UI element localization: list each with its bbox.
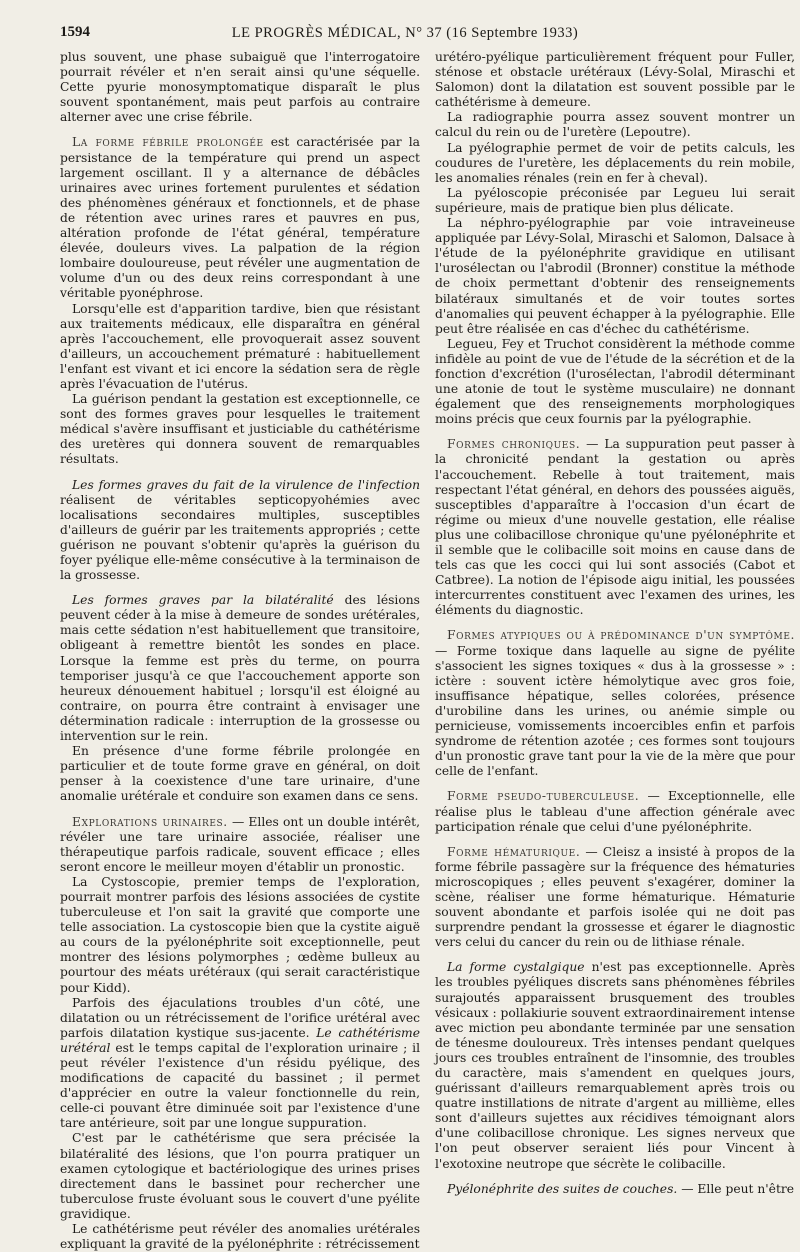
paragraph: En présence d'une forme fébrile prolongée en particulier et de toute forme grave en général, on doit penser à la coexistence d'une tare urinaire, d'une anomalie urétérale et conduire son examen dans ce sens. bbox=[60, 744, 420, 804]
paragraph: Formes atypiques ou à prédominance d'un symptôme. — Forme toxique dans laquelle au signe de pyélite s'associent les signes toxiques « dus à la grossesse » : ictère : souvent ictère hémolytique avec gros foie, insuffisance hépatique, selles colorées, présence d'urobiline dans les urines, ou anémie simple ou pernicieuse, vomissements incoercibles enfin et parfois syndrome de rétention azotée ; ces formes sont toujours d'un pronostic grave tant pour la vie de la mère que pour celle de l'enfant. bbox=[435, 628, 795, 779]
paragraph: Formes chroniques. — La suppuration peut passer à la chronicité pendant la gestation ou après l'accouchement. Rebelle à tout traitement, mais respectant l'état général, en dehors des poussées aiguës, susceptibles d'apparaître à l'occasion d'un écart de régime ou mieux d'une nouvelle gestation, elle réalise plus une colibacillose chronique qu'une pyélonéphrite et il semble que le colibacille soit moins en cause dans de tels cas que les cocci qui lui sont associés (Cabot et Catbree). La notion de l'épisode aigu initial, les poussées intercurrentes constituent avec l'examen des urines, les éléments du diagnostic. bbox=[435, 437, 796, 618]
paragraph: La néphro-pyélographie par voie intraveineuse appliquée par Lévy-Solal, Miraschi et Salomon, Dalsace à l'étude de la pyélonéphrite gravidique en utilisant l'urosélectan ou l'abrodil (Bronner) constitue la méthode de choix permettant d'obtenir des renseignements bilatéraux simultanés et de voir toutes sortes d'anomalies qui peuvent échapper à la pyélographie. Elle peut être réalisée en cas d'échec du cathétérisme. bbox=[435, 216, 795, 336]
paragraph: La forme cystalgique n'est pas exceptionnelle. Après les troubles pyéliques discrets sans phénomènes fébriles surajoutés apparaissent brusquement des troubles vésicaux : pollakiurie souvent extraordinairement intense avec miction peu abondante terminée par une sensation de ténesme douloureux. Très intenses pendant quelques jours ces troubles entraînent de l'insomnie, des troubles du caractère, mais s'amendent en quelques jours, guérissant d'ailleurs remarquablement après trois ou quatre instillations de nitrate d'argent au millième, elles sont d'ailleurs sujettes aux récidives témoignant alors d'une colibacillose chronique. Les signes nerveux que l'on peut observer seraient liés pour Vincent à l'exotoxine neutrope que sécrète le colibacille. bbox=[435, 960, 795, 1171]
paragraph: Forme hématurique. — Cleisz a insisté à propos de la forme fébrile passagère sur la fréquence des hématuries microscopiques ; elles peuvent s'exagérer, dominer la scène, réaliser une forme hématurique. Hématurie souvent abondante et parfois isolée qui ne doit pas surprendre pendant la grossesse et égarer le diagnostic vers celui du cancer du rein ou de lithiase rénale. bbox=[435, 844, 795, 950]
right-column bbox=[435, 50, 795, 1197]
paragraph: C'est par le cathétérisme que sera précisée la bilatéralité des lésions, que l'on pourra pratiquer un examen cytologique et bactériologique des urines prises directement dans le bassinet pour rechercher une tuberculose fruste évoluant sous le couvert d'une pyélite gravidique. bbox=[60, 1131, 420, 1221]
left-column bbox=[60, 50, 420, 1252]
section-heading: Explorations urinaires. bbox=[72, 814, 228, 829]
section-heading: Forme hématurique. bbox=[447, 844, 581, 859]
paragraph: Pyélonéphrite des suites de couches. — Elle peut n'être bbox=[447, 1181, 795, 1196]
paragraph: La guérison pendant la gestation est exceptionnelle, ce sont des formes graves pour lesquelles le traitement médical s'avère insuffisant et justiciable du cathétérisme des uretères qui donnera souvent de remarquables résultats. bbox=[60, 392, 420, 467]
paragraph: plus souvent, une phase subaiguë que l'interrogatoire pourrait révéler et n'en serait ainsi qu'une séquelle. Cette pyurie monosymptomatique disparaît le plus souvent spontanément, mais peut parfois au contraire alterner avec une crise fébrile. bbox=[60, 50, 420, 125]
paragraph: Le cathétérisme peut révéler des anomalies urétérales expliquant la gravité de la pyélonéphrite : rétrécissement bbox=[60, 1222, 420, 1252]
journal-title: LE PROGRÈS MÉDICAL, N° 37 (16 Septembre 1933) bbox=[231, 25, 579, 41]
section-heading: Les formes graves du fait de la virulence de l'infection bbox=[72, 477, 420, 492]
paragraph: urétéro-pyélique particulièrement fréquent pour Fuller, sténose et obstacle urétéraux (Lévy-Solal, Miraschi et Salomon) dont la dilatation est souvent possible par le cathétérisme à demeure. bbox=[435, 50, 795, 110]
paragraph: Explorations urinaires. — Elles ont un double intérêt, révéler une tare urinaire associée, réaliser une thérapeutique parfois radicale, souvent efficace ; elles seront encore le meilleur moyen d'établir un pronostic. bbox=[60, 814, 421, 874]
paragraph: Forme pseudo-tuberculeuse. — Exceptionnelle, elle réalise plus le tableau d'une affection générale avec participation rénale que celui d'une pyélonéphrite. bbox=[435, 789, 795, 834]
paragraph: Legueu, Fey et Truchot considèrent la méthode comme infidèle au point de vue de l'étude de la sécrétion et de la fonction d'excrétion (l'urosélectan, l'abrodil déterminant une atonie de tout le système musculaire) ne donnant également que des renseignements morphologiques moins précis que ceux fournis par la pyélographie. bbox=[435, 336, 795, 427]
paragraph: La pyélographie permet de voir de petits calculs, les coudures de l'uretère, les déplacements du rein mobile, les anomalies rénales (rein en fer à cheval). bbox=[435, 140, 795, 185]
page-number: 1594 bbox=[60, 24, 90, 40]
section-heading: La forme cystalgique bbox=[447, 960, 585, 975]
paragraph: La forme fébrile prolongée est caractérisée par la persistance de la température qui prend un aspect largement oscillant. Il y a alternance de débâcles urinaires avec urines fortement purulentes et sédation des phénomènes généraux et fonctionnels, et de phase de rétention avec urines rares et pauvres en pus, altération profonde de l'état général, température élevée, douleurs vives. La palpation de la région lombaire douloureuse, peut révéler une augmentation de volume d'un ou des deux reins correspondant à une véritable pyonéphrose. bbox=[60, 135, 420, 301]
section-heading: Formes atypiques ou à prédominance d'un symptôme. bbox=[447, 628, 795, 643]
paragraph: La pyéloscopie préconisée par Legueu lui serait supérieure, mais de pratique bien plus délicate. bbox=[435, 185, 795, 215]
section-heading: Les formes graves par la bilatéralité bbox=[72, 593, 334, 608]
paragraph: La radiographie pourra assez souvent montrer un calcul du rein ou de l'uretère (Lepoutre). bbox=[435, 110, 795, 140]
section-heading: Forme pseudo-tuberculeuse. bbox=[447, 789, 640, 804]
paragraph: Parfois des éjaculations troubles d'un côté, une dilatation ou un rétrécissement de l'orifice urétéral avec parfois dilatation kystique sus-jacente. Le cathétérisme urétéral est le temps capital de l'exploration urinaire ; il peut révéler l'existence d'un résidu pyélique, des modifications de capacité du bassinet ; il permet d'apprécier en outre la valeur fonctionnelle du rein, celle-ci pouvant être diminuée soit par l'existence d'une tare antérieure, soit par une longue suppuration. bbox=[60, 995, 420, 1131]
section-heading: Formes chroniques. bbox=[447, 437, 581, 452]
paragraph: Les formes graves du fait de la virulence de l'infection réalisent de véritables septicopyohémies avec localisations secondaires multiples, susceptibles d'ailleurs de guérir par les traitements appropriés ; cette guérison ne pouvant s'obtenir qu'après la guérison du foyer pyélique elle-même consécutive à la terminaison de la grossesse. bbox=[60, 477, 420, 583]
section-heading: La forme fébrile prolongée bbox=[72, 135, 264, 150]
paragraph: Lorsqu'elle est d'apparition tardive, bien que résistant aux traitements médicaux, elle disparaîtra en général après l'accouchement, elle provoquerait assez souvent d'ailleurs, un accouchement prématuré : habituellement l'enfant est vivant et ici encore la sédation sera de règle après l'évacuation de l'utérus. bbox=[60, 301, 420, 391]
paragraph: Les formes graves par la bilatéralité des lésions peuvent céder à la mise à demeure de sondes urétérales, mais cette sédation n'est habituellement que transitoire, obligeant à remettre bientôt les sondes en place. Lorsque la femme est près du terme, on pourra temporiser jusqu'à ce que l'accouchement apporte son heureux dénouement habituel ; lorsqu'il est éloigné au contraire, on pourra être contraint à envisager une détermination radicale : interruption de la grossesse ou intervention sur le rein. bbox=[60, 593, 420, 744]
section-heading: Pyélonéphrite des suites de couches. bbox=[447, 1181, 678, 1196]
page-header bbox=[60, 24, 750, 46]
paragraph: La Cystoscopie, premier temps de l'exploration, pourrait montrer parfois des lésions associées de cystite tuberculeuse et l'on sait la gravité que comporte une telle association. La cystoscopie bien que la cystite aiguë au cours de la pyélonéphrite soit exceptionnelle, peut montrer des lésions polymorphes ; œdème bulleux au pourtour des méats urétéraux (qui serait caractéristique pour Kidd). bbox=[60, 874, 420, 995]
